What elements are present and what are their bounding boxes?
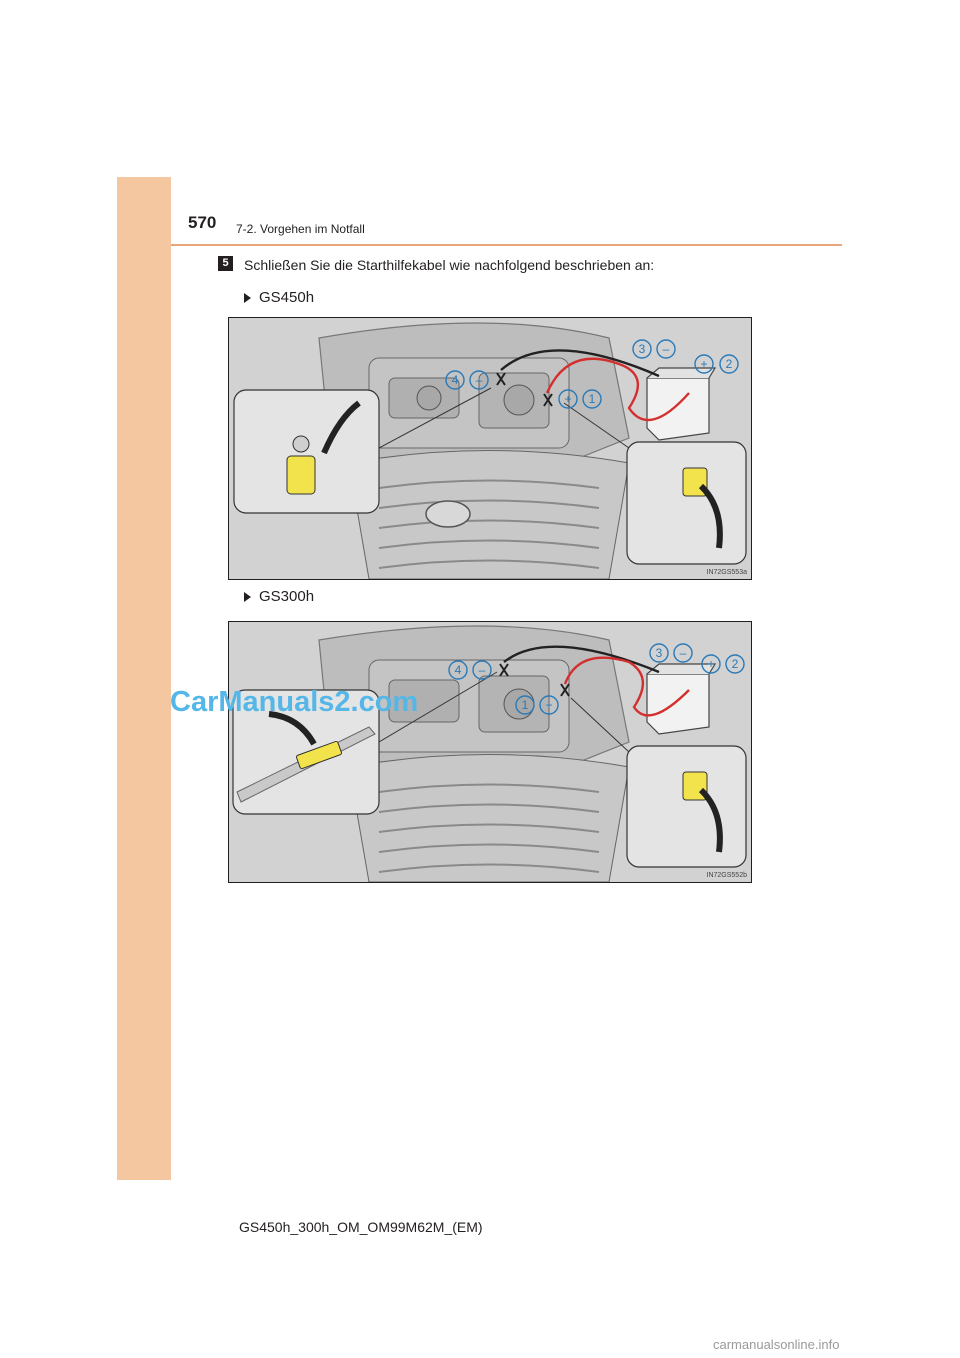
header-rule	[171, 244, 842, 246]
step-instruction: Schließen Sie die Starthilfekabel wie nachfolgend beschrieben an:	[244, 257, 655, 273]
variant-heading-gs300h	[244, 588, 314, 605]
section-title: 7-2. Vorgehen im Notfall	[236, 222, 365, 236]
callout-3: 3	[655, 646, 663, 660]
figure-gs450h-jump-start	[228, 317, 752, 580]
callout-minus: –	[662, 342, 670, 356]
callout-4: 4	[454, 663, 462, 677]
engine-bay-illustration	[229, 622, 751, 882]
callout-1: 1	[521, 698, 529, 712]
callout-plus: +	[545, 698, 553, 712]
callout-plus: +	[707, 657, 715, 671]
side-tab-band	[117, 177, 171, 1180]
callout-2: 2	[731, 657, 739, 671]
callout-2: 2	[725, 357, 733, 371]
callout-minus: –	[679, 646, 687, 660]
figure-code: IN72GS553a	[706, 569, 747, 576]
callout-minus: –	[478, 663, 486, 677]
engine-bay-illustration	[229, 318, 751, 579]
callout-3: 3	[638, 342, 646, 356]
variant-label: GS300h	[259, 588, 315, 605]
callout-4: 4	[451, 373, 459, 387]
footer-document-code: GS450h_300h_OM_OM99M62M_(EM)	[239, 1219, 483, 1235]
callout-plus: +	[700, 357, 708, 371]
carmanuals-watermark: CarManuals2.com	[170, 686, 419, 718]
bullet-triangle-icon	[244, 293, 251, 303]
site-watermark: carmanualsonline.info	[713, 1337, 840, 1352]
page-number: 570	[188, 213, 217, 232]
bullet-triangle-icon	[244, 592, 251, 602]
figure-gs300h-jump-start	[228, 621, 752, 883]
callout-plus: +	[564, 392, 572, 406]
step-number-badge: 5	[218, 256, 233, 271]
figure-code: IN72GS552b	[706, 872, 747, 879]
variant-heading-gs450h	[244, 289, 314, 306]
callout-minus: –	[475, 373, 483, 387]
callout-1: 1	[588, 392, 596, 406]
variant-label: GS450h	[259, 289, 315, 306]
